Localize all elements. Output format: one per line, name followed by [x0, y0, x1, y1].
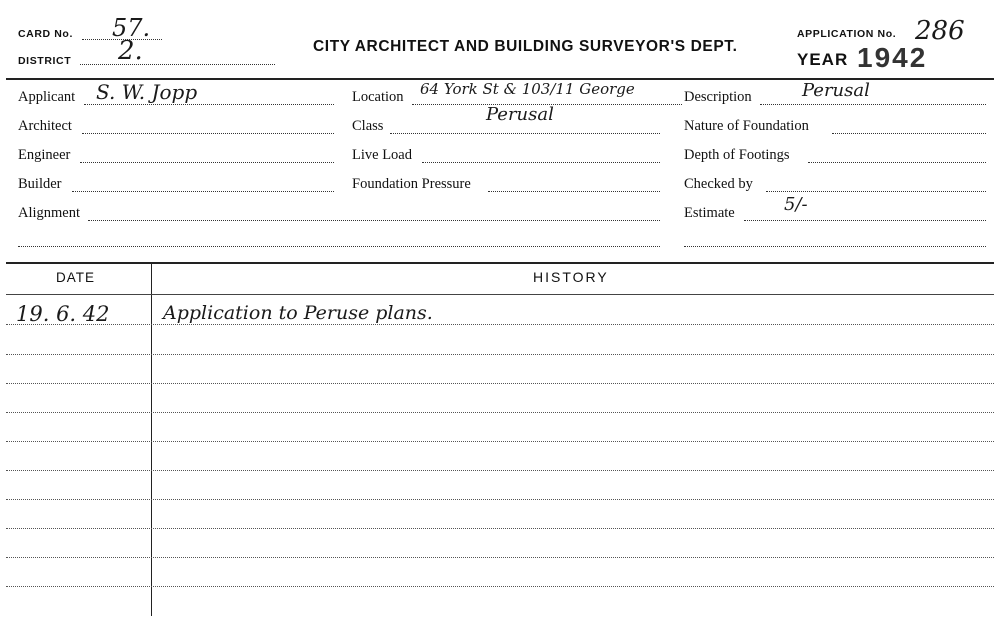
checked-by-label: Checked by [684, 176, 753, 192]
history-row-line [6, 441, 994, 442]
district-line [80, 64, 275, 65]
history-column-divider [151, 264, 152, 616]
architect-label: Architect [18, 118, 72, 134]
applicant-label: Applicant [18, 89, 76, 105]
estimate-label: Estimate [684, 205, 735, 221]
blank-line-right [684, 246, 986, 247]
builder-label: Builder [18, 176, 62, 192]
engineer-line [80, 162, 334, 163]
application-no-value: 286 [915, 16, 965, 46]
history-header: HISTORY [533, 269, 609, 285]
location-value: 64 York St & 103/11 George [420, 80, 635, 98]
estimate-value: 5/- [784, 194, 808, 215]
year-value: 1942 [857, 42, 928, 73]
depth-footings-label: Depth of Footings [684, 147, 790, 163]
year-label: YEAR [797, 50, 849, 69]
foundation-pressure-line [488, 191, 660, 192]
application-no-label: APPLICATION No. [797, 28, 897, 40]
history-row-line [6, 528, 994, 529]
district-value: 2. [118, 36, 143, 66]
history-row-line [6, 557, 994, 558]
history-row-line [6, 412, 994, 413]
history-header-rule [6, 294, 994, 295]
class-value: Perusal [486, 104, 554, 125]
district-label: DISTRICT [18, 55, 72, 67]
estimate-line [744, 220, 986, 221]
live-load-label: Live Load [352, 147, 412, 163]
class-line [390, 133, 660, 134]
date-header: DATE [56, 270, 96, 285]
history-top-rule [6, 262, 994, 264]
depth-footings-line [808, 162, 986, 163]
history-row-line [6, 383, 994, 384]
description-value: Perusal [802, 80, 870, 101]
history-row-line [6, 586, 994, 587]
history-row-line [6, 354, 994, 355]
card-no-label: CARD No. [18, 28, 73, 40]
alignment-line [88, 220, 660, 221]
card-no-value: 57. [112, 14, 151, 42]
checked-by-line [766, 191, 986, 192]
applicant-line [84, 104, 334, 105]
builder-line [72, 191, 334, 192]
alignment-label: Alignment [18, 205, 81, 221]
live-load-line [422, 162, 660, 163]
foundation-pressure-label: Foundation Pressure [352, 176, 471, 192]
applicant-value: S. W. Jopp [96, 80, 198, 104]
engineer-label: Engineer [18, 147, 71, 163]
history-entry-date: 19. 6. 42 [16, 302, 110, 326]
history-row-line [6, 324, 994, 325]
history-row-line [6, 470, 994, 471]
class-label: Class [352, 118, 384, 134]
history-entry-text: Application to Peruse plans. [163, 302, 433, 324]
description-label: Description [684, 89, 752, 105]
location-label: Location [352, 89, 404, 105]
dept-title: CITY ARCHITECT AND BUILDING SURVEYOR'S DEPT. [313, 38, 738, 55]
description-line [760, 104, 986, 105]
history-row-line [6, 499, 994, 500]
nature-foundation-line [832, 133, 986, 134]
nature-foundation-label: Nature of Foundation [684, 118, 809, 134]
blank-line-left [18, 246, 660, 247]
architect-line [82, 133, 334, 134]
